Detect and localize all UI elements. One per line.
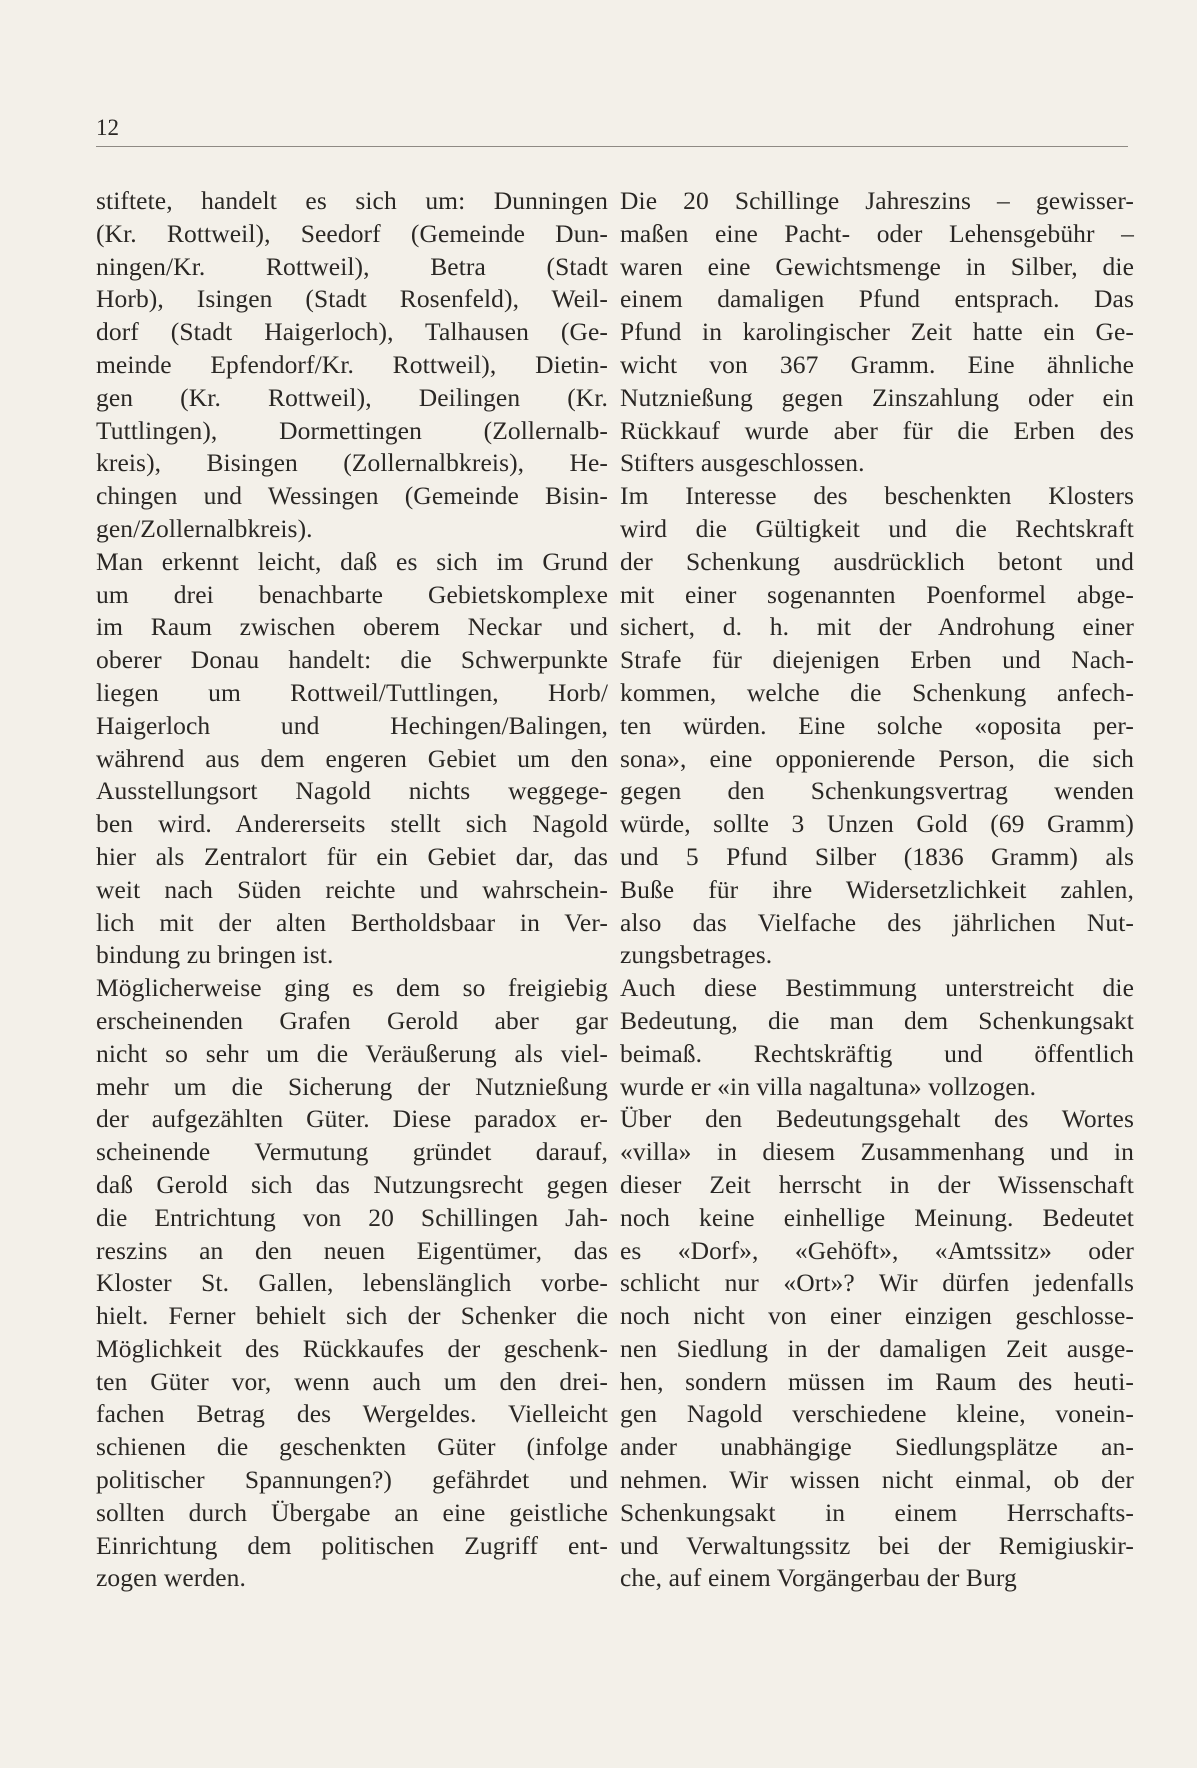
text-line: dorf (Stadt Haigerloch), Talhausen (Ge- [96,317,608,347]
text-line: der aufgezählten Güter. Diese paradox er- [96,1104,608,1134]
text-line: Buße für ihre Widersetzlichkeit zahlen, [620,874,1134,904]
text-line: es «Dorf», «Gehöft», «Amtssitz» oder [620,1235,1134,1265]
text-line: während aus dem engeren Gebiet um den [96,743,608,773]
text-line: ten Güter vor, wenn auch um den drei- [96,1366,608,1396]
text-line: Pfund in karolingischer Zeit hatte ein Ge- [620,317,1134,347]
text-line: liegen um Rottweil/Tuttlingen, Horb/ [96,677,608,707]
text-line: «villa» in diesem Zusammenhang und in [620,1137,1134,1167]
text-line: gen (Kr. Rottweil), Deilingen (Kr. [96,382,608,412]
text-line: gen Nagold verschiedene kleine, vonein- [620,1399,1134,1429]
text-line: noch nicht von einer einzigen geschlosse- [620,1301,1134,1331]
text-line: Stifters ausgeschlossen. [620,448,865,478]
text-line: (Kr. Rottweil), Seedorf (Gemeinde Dun- [96,218,608,248]
text-line: nicht so sehr um die Veräußerung als viel- [96,1038,608,1068]
text-line: also das Vielfache des jährlichen Nut- [620,907,1134,937]
text-line: daß Gerold sich das Nutzungsrecht gegen [96,1169,608,1199]
text-line: stiftete, handelt es sich um: Dunningen [96,186,608,215]
text-line: sona», eine opponierende Person, die sich [620,743,1134,773]
text-line: hier als Zentralort für ein Gebiet dar, das [96,841,608,871]
text-line: lich mit der alten Bertholdsbaar in Ver- [96,907,608,937]
text-line: einem damaligen Pfund entsprach. Das [620,284,1134,314]
text-line: gen/Zollernalbkreis). [96,513,313,543]
text-line: Einrichtung dem politischen Zugriff ent- [96,1530,608,1560]
text-line: ningen/Kr. Rottweil), Betra (Stadt [96,251,608,281]
text-line: nehmen. Wir wissen nicht einmal, ob der [620,1465,1134,1495]
text-line: Rückkauf wurde aber für die Erben des [620,415,1134,445]
text-line: Haigerloch und Hechingen/Balingen, [96,710,608,740]
text-line: Über den Bedeutungsgehalt des Wortes [620,1104,1134,1134]
text-line: Auch diese Bestimmung unterstreicht die [620,973,1134,1003]
text-line: wicht von 367 Gramm. Eine ähnliche [620,349,1134,379]
text-line: ben wird. Andererseits stellt sich Nagold [96,809,608,839]
text-line: reszins an den neuen Eigentümer, das [96,1235,608,1265]
text-line: hen, sondern müssen im Raum des heuti- [620,1366,1134,1396]
text-line: die Entrichtung von 20 Schillingen Jah- [96,1202,608,1232]
text-line: Die 20 Schillinge Jahreszins – gewisser- [620,186,1134,215]
text-line: fachen Betrag des Wergeldes. Vielleicht [96,1399,608,1429]
text-line: chingen und Wessingen (Gemeinde Bisin- [96,481,608,511]
text-line: sollten durch Übergabe an eine geistliche [96,1497,608,1527]
text-line: bindung zu bringen ist. [96,940,334,970]
text-line: Möglichkeit des Rückkaufes der geschenk- [96,1333,608,1363]
text-line: schlicht nur «Ort»? Wir dürfen jedenfalls [620,1268,1134,1298]
text-line: würde, sollte 3 Unzen Gold (69 Gramm) [620,809,1134,839]
text-line: Schenkungsakt in einem Herrschafts- [620,1497,1134,1527]
text-line: Kloster St. Gallen, lebenslänglich vorbe- [96,1268,608,1298]
text-line: gegen den Schenkungsvertrag wenden [620,776,1134,806]
text-line: che, auf einem Vorgängerbau der Burg [620,1563,1017,1593]
text-line: Tuttlingen), Dormettingen (Zollernalb- [96,415,608,445]
text-line: ten würden. Eine solche «oposita per- [620,710,1134,740]
text-line: beimaß. Rechtskräftig und öffentlich [620,1038,1134,1068]
right-text-column [620,185,1134,1595]
text-line: Im Interesse des beschenkten Klosters [620,481,1134,511]
text-line: und Verwaltungssitz bei der Remigiuskir- [620,1530,1134,1560]
text-line: Man erkennt leicht, daß es sich im Grund [96,546,608,576]
text-line: wurde er «in villa nagaltuna» vollzogen. [620,1071,1037,1101]
text-line: waren eine Gewichtsmenge in Silber, die [620,251,1134,281]
text-line: und 5 Pfund Silber (1836 Gramm) als [620,841,1134,871]
text-line: Ausstellungsort Nagold nichts weggege- [96,776,608,806]
text-line: zogen werden. [96,1563,246,1593]
text-line: sichert, d. h. mit der Androhung einer [620,612,1134,642]
header-rule [96,146,1128,147]
text-line: Bedeutung, die man dem Schenkungsakt [620,1005,1134,1035]
text-line: ander unabhängige Siedlungsplätze an- [620,1432,1134,1462]
text-line: Horb), Isingen (Stadt Rosenfeld), Weil- [96,284,608,314]
text-line: zungsbetrages. [620,940,773,970]
text-line: nen Siedlung in der damaligen Zeit ausge- [620,1333,1134,1363]
text-line: scheinende Vermutung gründet darauf, [96,1137,608,1167]
text-line: Möglicherweise ging es dem so freigiebig [96,973,608,1003]
text-line: oberer Donau handelt: die Schwerpunkte [96,645,608,675]
text-line: kommen, welche die Schenkung anfech- [620,677,1134,707]
text-line: hielt. Ferner behielt sich der Schenker die [96,1301,608,1331]
text-line: maßen eine Pacht- oder Lehensgebühr – [620,218,1134,248]
page-number: 12 [96,115,119,140]
text-line: Nutznießung gegen Zinszahlung oder ein [620,382,1134,412]
text-line: mit einer sogenannten Poenformel abge- [620,579,1134,609]
text-line: kreis), Bisingen (Zollernalbkreis), He- [96,448,608,478]
text-line: der Schenkung ausdrücklich betont und [620,546,1134,576]
text-line: wird die Gültigkeit und die Rechtskraft [620,513,1134,543]
text-line: im Raum zwischen oberem Neckar und [96,612,608,642]
text-line: weit nach Süden reichte und wahrschein- [96,874,608,904]
left-text-column [96,185,608,1595]
text-line: schienen die geschenkten Güter (infolge [96,1432,608,1462]
text-line: erscheinenden Grafen Gerold aber gar [96,1005,608,1035]
text-line: politischer Spannungen?) gefährdet und [96,1465,608,1495]
text-line: mehr um die Sicherung der Nutznießung [96,1071,608,1101]
text-line: Strafe für diejenigen Erben und Nach- [620,645,1134,675]
text-line: noch keine einhellige Meinung. Bedeutet [620,1202,1134,1232]
text-line: um drei benachbarte Gebietskomplexe [96,579,608,609]
text-line: meinde Epfendorf/Kr. Rottweil), Dietin- [96,349,608,379]
text-line: dieser Zeit herrscht in der Wissenschaft [620,1169,1134,1199]
